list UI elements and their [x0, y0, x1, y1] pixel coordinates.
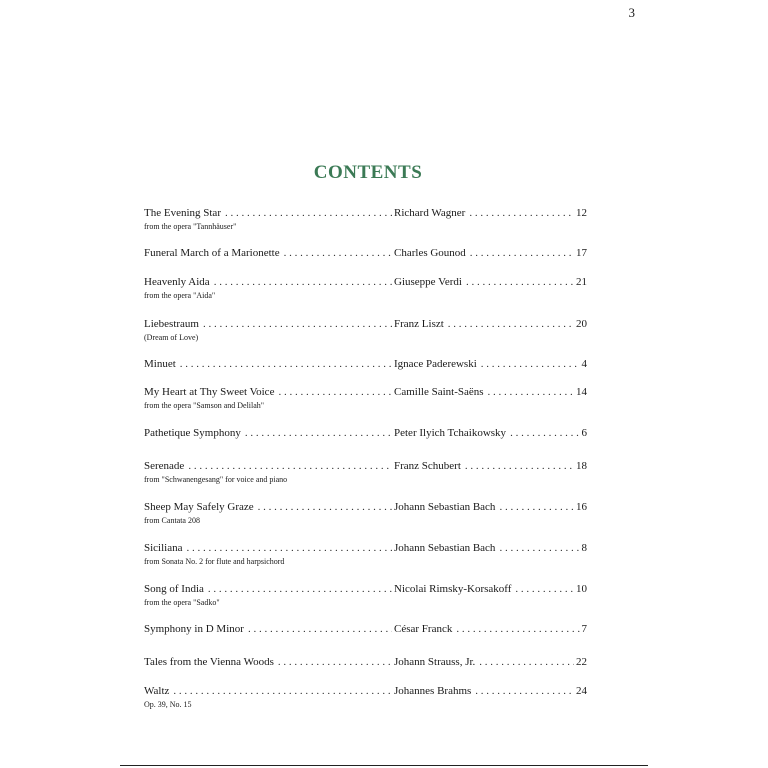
entry-page: 18	[576, 460, 587, 472]
entry-title: Pathetique Symphony	[144, 427, 241, 439]
entry-subtitle: from the opera "Aida"	[144, 291, 216, 300]
entry-composer: Franz Schubert	[394, 460, 461, 472]
entry-page: 7	[581, 623, 587, 635]
entry-composer: Charles Gounod	[394, 247, 466, 259]
contents-entry	[144, 206, 587, 236]
page-number: 3	[628, 5, 635, 20]
entry-subtitle: from the opera "Sadko"	[144, 598, 220, 607]
entry-composer: Ignace Paderewski	[394, 358, 477, 370]
dot-leader	[481, 357, 580, 371]
contents-entry	[144, 275, 587, 305]
contents-entry	[144, 385, 587, 415]
contents-entry	[144, 426, 587, 456]
dot-leader	[515, 582, 574, 596]
entry-subtitle: from Sonata No. 2 for flute and harpsichord	[144, 557, 285, 566]
entry-title: Minuet	[144, 358, 176, 370]
dot-leader	[284, 246, 392, 260]
dot-leader	[499, 541, 579, 555]
entry-composer: Nicolai Rimsky-Korsakoff	[394, 583, 512, 595]
entry-page: 12	[576, 207, 587, 219]
contents-entry	[144, 622, 587, 652]
dot-leader	[499, 500, 574, 514]
dot-leader	[470, 246, 574, 260]
dot-leader	[214, 275, 392, 289]
dot-leader	[465, 459, 574, 473]
dot-leader	[448, 317, 574, 331]
dot-leader	[187, 541, 393, 555]
contents-entry	[144, 357, 587, 387]
entry-page: 14	[576, 386, 587, 398]
entry-page: 4	[581, 358, 587, 370]
entry-subtitle: from the opera "Tannhäuser"	[144, 222, 237, 231]
entry-composer: Franz Liszt	[394, 318, 444, 330]
dot-leader	[456, 622, 579, 636]
contents-entry	[144, 655, 587, 685]
entry-title: Funeral March of a Marionette	[144, 247, 280, 259]
page-title: CONTENTS	[313, 162, 423, 183]
dot-leader	[278, 385, 392, 399]
entry-composer: Giuseppe Verdi	[394, 276, 462, 288]
entry-title: Liebestraum	[144, 318, 199, 330]
contents-entry	[144, 541, 587, 571]
entry-page: 17	[576, 247, 587, 259]
entry-composer: César Franck	[394, 623, 453, 635]
dot-leader	[188, 459, 392, 473]
entry-composer: Peter Ilyich Tchaikowsky	[394, 427, 507, 439]
entry-subtitle: from "Schwanengesang" for voice and piano	[144, 475, 288, 484]
contents-entry	[144, 684, 587, 714]
contents-entry	[144, 459, 587, 489]
dot-leader	[475, 684, 574, 698]
dot-leader	[488, 385, 574, 399]
entry-composer: Camille Saint-Saëns	[394, 386, 484, 398]
dot-leader	[245, 426, 392, 440]
entry-page: 22	[576, 656, 587, 668]
entry-title: Waltz	[144, 685, 170, 697]
contents-entry	[144, 500, 587, 530]
entry-subtitle: from the opera "Samson and Delilah"	[144, 401, 265, 410]
dot-leader	[203, 317, 392, 331]
dot-leader	[173, 684, 392, 698]
entry-title: Tales from the Vienna Woods	[144, 656, 274, 668]
dot-leader	[225, 206, 392, 220]
dot-leader	[208, 582, 392, 596]
contents-entry	[144, 582, 587, 612]
entry-composer: Johann Sebastian Bach	[394, 542, 496, 554]
dot-leader	[278, 655, 392, 669]
entry-page: 8	[581, 542, 587, 554]
entry-composer: Richard Wagner	[394, 207, 466, 219]
dot-leader	[258, 500, 392, 514]
entry-composer: Johann Sebastian Bach	[394, 501, 496, 513]
entry-subtitle: from Cantata 208	[144, 516, 200, 525]
entry-title: The Evening Star	[144, 207, 221, 219]
bottom-rule	[120, 765, 648, 766]
entry-composer: Johannes Brahms	[394, 685, 472, 697]
entry-page: 24	[576, 685, 587, 697]
entry-subtitle: (Dream of Love)	[144, 333, 199, 342]
entry-title: Heavenly Aida	[144, 276, 210, 288]
entry-page: 16	[576, 501, 587, 513]
contents-entry	[144, 246, 587, 276]
entry-composer: Johann Strauss, Jr.	[394, 656, 476, 668]
dot-leader	[466, 275, 574, 289]
entry-page: 21	[576, 276, 587, 288]
entry-title: Siciliana	[144, 542, 183, 554]
dot-leader	[248, 622, 392, 636]
entry-title: Song of India	[144, 583, 204, 595]
entry-page: 20	[576, 318, 587, 330]
entry-title: Serenade	[144, 460, 185, 472]
entry-subtitle: Op. 39, No. 15	[144, 700, 192, 709]
entry-title: My Heart at Thy Sweet Voice	[144, 386, 275, 398]
dot-leader	[469, 206, 574, 220]
entry-title: Symphony in D Minor	[144, 623, 244, 635]
dot-leader	[180, 357, 392, 371]
entry-title: Sheep May Safely Graze	[144, 501, 254, 513]
dot-leader	[479, 655, 574, 669]
entry-page: 10	[576, 583, 587, 595]
dot-leader	[510, 426, 579, 440]
entry-page: 6	[581, 427, 587, 439]
contents-entry	[144, 317, 587, 347]
